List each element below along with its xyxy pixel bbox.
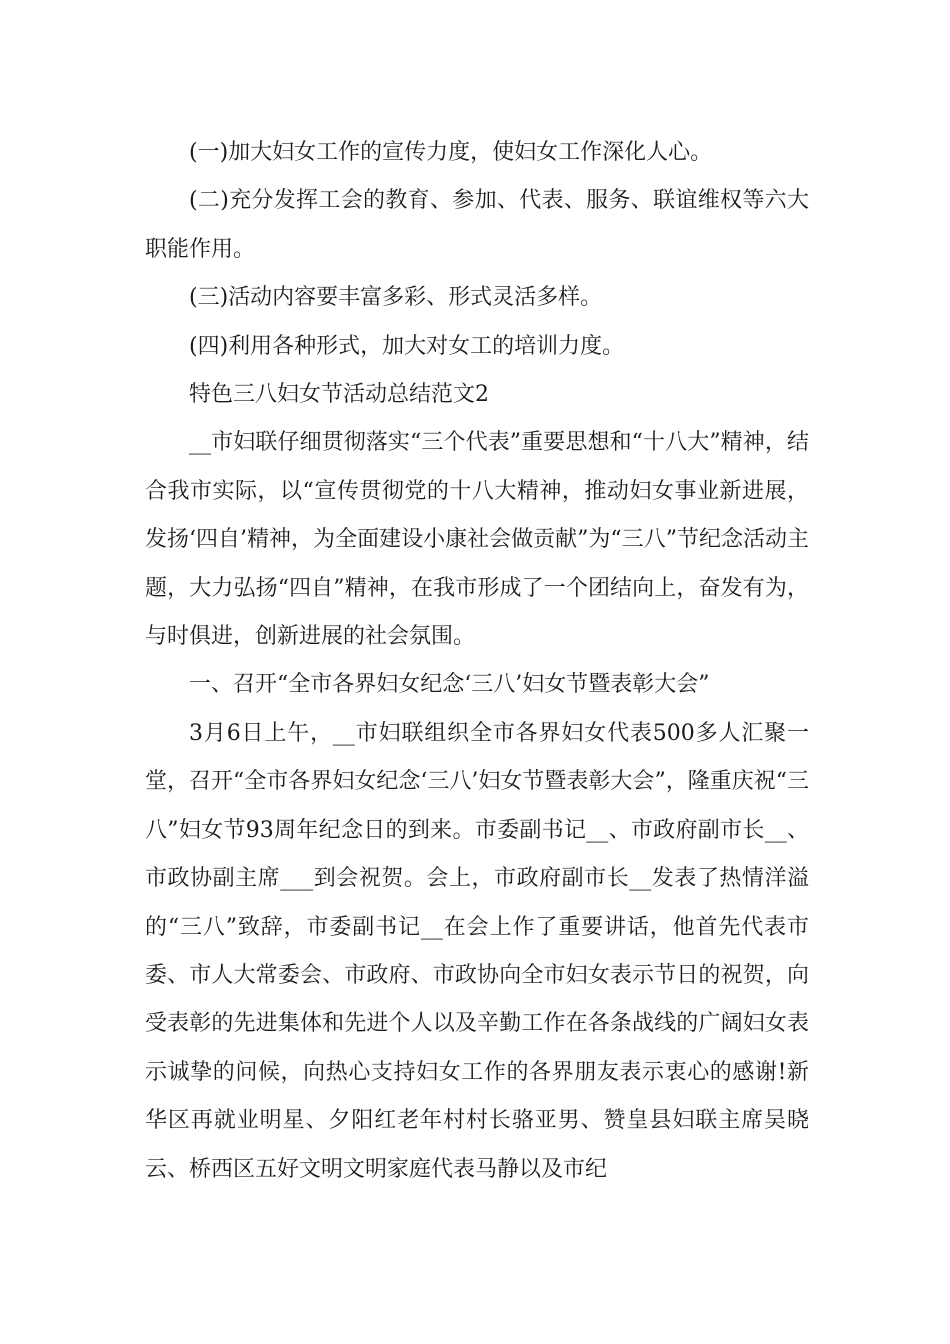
paragraph-4: (四)利用各种形式，加大对女工的培训力度。	[189, 333, 625, 359]
paragraph-1: (一)加大妇女工作的宣传力度，使妇女工作深化人心。	[189, 140, 713, 165]
paragraph-6: __市妇联仔细贯彻落实“三个代表”重要思想和“十八大”精神，结合我市实际，以“宣传贯彻党的十八大精神，推动妇女事业新进展，发扬‘四自’精神，为全面建设小康社会做贡献”为“三八”节纪念活动主题，大力弘扬“四自”精神，在我市形成了一个团结向上，奋发有为，与时俱进，创新进展的社会氛围。	[145, 430, 809, 650]
paragraph-8: 3月6日上午，__市妇联组织全市各界妇女代表500多人汇聚一堂，召开“全市各界妇女纪念‘三八’妇女节暨表彰大会”，隆重庆祝“三八”妇女节93周年纪念日的到来。市委副书记__、市政府副市长__、市政协副主席___到会祝贺。会上，市政府副市长__发表了热情洋溢的“三八”致辞，市委副书记__在会上作了重要讲话，他首先代表市委、市人大常委会、市政府、市政协向全市妇女表示节日的祝贺，向受表彰的先进集体和先进个人以及辛勤工作在各条战线的广阔妇女表示诚挚的问候，向热心支持妇女工作的各界朋友表示衷心的感谢!新华区再就业明星、夕阳红老年村村长骆亚男、赞皇县妇联主席吴晓云、桥西区五好文明文明家庭代表马静以及市纪	[145, 720, 809, 1182]
section-heading: 特色三八妇女节活动总结范文2	[189, 382, 489, 408]
subsection-heading: 一、召开“全市各界妇女纪念‘三八’妇女节暨表彰大会”	[189, 672, 710, 698]
paragraph-2: (二)充分发挥工会的教育、参加、代表、服务、联谊维权等六大职能作用。	[145, 188, 809, 262]
paragraph-3: (三)活动内容要丰富多彩、形式灵活多样。	[189, 285, 603, 311]
document-body	[145, 129, 809, 1194]
